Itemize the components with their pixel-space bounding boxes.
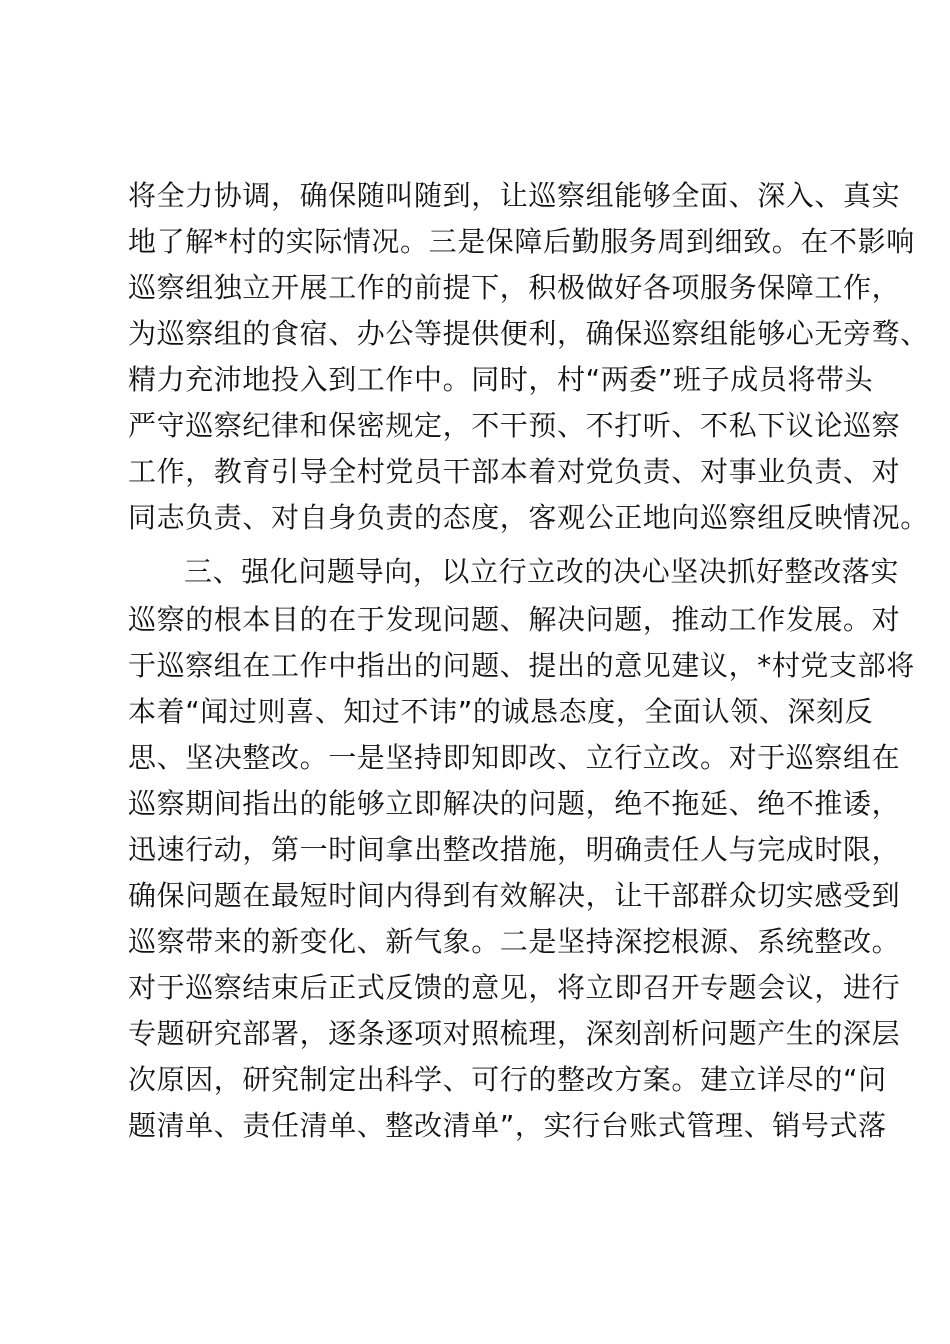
- text-line: 确保问题在最短时间内得到有效解决，让干部群众切实感受到: [128, 879, 901, 912]
- text-line: 思、坚决整改。一是坚持即知即改、立行立改。对于巡察组在: [128, 741, 901, 774]
- text-line: 地了解*村的实际情况。三是保障后勤服务周到细致。在不影响: [128, 225, 915, 258]
- text-line: 题清单、责任清单、整改清单”，实行台账式管理、销号式落: [128, 1109, 887, 1142]
- text-line: 对于巡察结束后正式反馈的意见，将立即召开专题会议，进行: [128, 971, 901, 1004]
- text-line: 于巡察组在工作中指出的问题、提出的意见建议，*村党支部将: [128, 649, 915, 682]
- text-line: 巡察的根本目的在于发现问题、解决问题，推动工作发展。对: [128, 603, 901, 636]
- text-line: 工作，教育引导全村党员干部本着对党负责、对事业负责、对: [128, 455, 901, 488]
- text-line: 本着“闻过则喜、知过不讳”的诚恳态度，全面认领、深刻反: [128, 695, 874, 728]
- text-line: 专题研究部署，逐条逐项对照梳理，深刻剖析问题产生的深层: [128, 1017, 901, 1050]
- text-line: 巡察期间指出的能够立即解决的问题，绝不拖延、绝不推诿，: [128, 787, 901, 820]
- text-line: 巡察带来的新变化、新气象。二是坚持深挖根源、系统整改。: [128, 925, 901, 958]
- text-line: 次原因，研究制定出科学、可行的整改方案。建立详尽的“问: [128, 1063, 887, 1096]
- text-line: 将全力协调，确保随叫随到，让巡察组能够全面、深入、真实: [128, 179, 901, 212]
- text-line: 为巡察组的食宿、办公等提供便利，确保巡察组能够心无旁骛、: [128, 317, 929, 350]
- text-line: 精力充沛地投入到工作中。同时，村“两委”班子成员将带头: [128, 363, 874, 396]
- text-line: 同志负责、对自身负责的态度，客观公正地向巡察组反映情况。: [128, 501, 929, 534]
- text-line: 迅速行动，第一时间拿出整改措施，明确责任人与完成时限，: [128, 833, 901, 866]
- section-heading: 三、强化问题导向，以立行立改的决心坚决抓好整改落实: [184, 555, 900, 588]
- text-line: 巡察组独立开展工作的前提下，积极做好各项服务保障工作，: [128, 271, 901, 304]
- text-line: 严守巡察纪律和保密规定，不干预、不打听、不私下议论巡察: [128, 409, 901, 442]
